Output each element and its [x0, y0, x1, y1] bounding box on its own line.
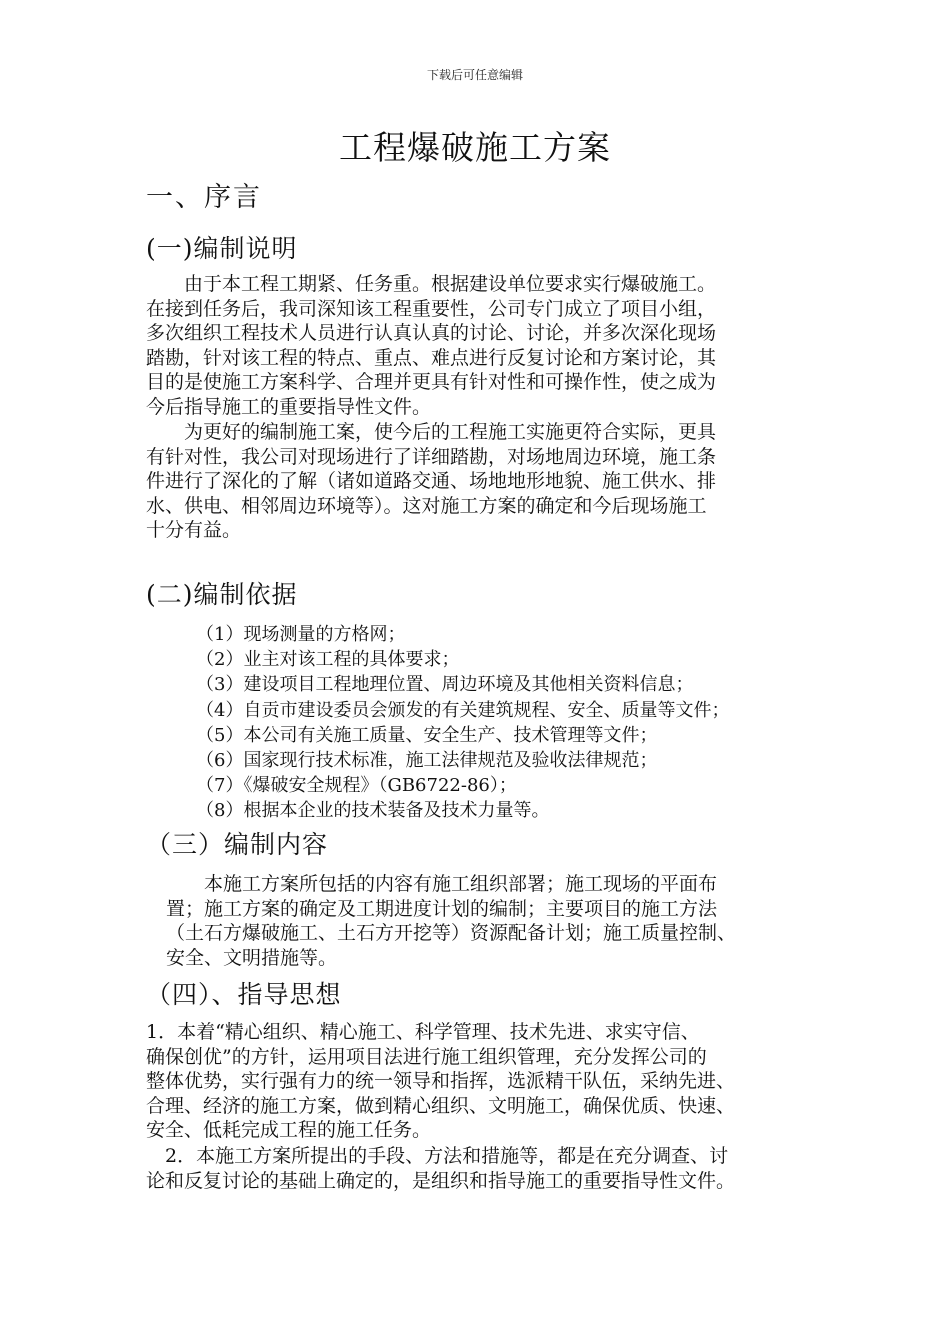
text-line: 多次组织工程技术人员进行认真认真的讨论、讨论，并多次深化现场 [146, 322, 717, 345]
text-line: 目的是使施工方案科学、合理并更具有针对性和可操作性，使之成为 [146, 371, 717, 394]
text-line: 今后指导施工的重要指导性文件。 [146, 395, 432, 418]
text-line: 件进行了深化的了解（诸如道路交通、场地地形地貌、施工供水、排 [146, 470, 717, 493]
section-heading-preface: 一、序言 [146, 182, 262, 213]
text-line: （土石方爆破施工、土石方开挖等）资源配备计划；施工质量控制、 [166, 922, 737, 945]
text-line: 2．本施工方案所提出的手段、方法和措施等，都是在充分调查、讨 [146, 1145, 729, 1167]
subheading-guiding-ideology: （四）、指导思想 [146, 980, 342, 1009]
subheading-compilation-content: （三）编制内容 [146, 830, 329, 859]
list-item: （1）现场测量的方格网； [196, 624, 406, 645]
list-item: （8）根据本企业的技术装备及技术力量等。 [196, 800, 550, 822]
subheading-compilation-basis: (二)编制依据 [146, 580, 298, 609]
text-line: 置；施工方案的确定及工期进度计划的编制；主要项目的施工方法 [166, 897, 718, 920]
list-item: （3）建设项目工程地理位置、周边环境及其他相关资料信息； [196, 674, 694, 696]
text-line: 安全、低耗完成工程的施工任务。 [146, 1119, 432, 1142]
basis-list [196, 622, 729, 824]
text-line: 安全、文明措施等。 [166, 946, 338, 969]
text-line: 确保创优”的方针，运用项目法进行施工组织管理，充分发挥公司的 [146, 1045, 707, 1068]
list-item: （7）《爆破安全规程》（GB6722-86）； [196, 775, 517, 797]
paragraph-notes-2 [146, 420, 716, 543]
text-line: 由于本工程工期紧、任务重。根据建设单位要求实行爆破施工。 [146, 273, 717, 295]
text-line: 为更好的编制施工案，使今后的工程施工实施更符合实际，更具 [146, 421, 717, 443]
list-item: （2）业主对该工程的具体要求； [196, 649, 460, 671]
text-line: 合理、经济的施工方案，做到精心组织、文明施工，确保优质、快速、 [146, 1094, 736, 1117]
paragraph-guiding-2 [146, 1144, 735, 1193]
text-line: 整体优势，实行强有力的统一领导和指挥，选派精干队伍，采纳先进、 [146, 1070, 736, 1093]
text-line: 本施工方案所包括的内容有施工组织部署；施工现场的平面布 [166, 873, 718, 895]
text-line: 十分有益。 [146, 519, 242, 542]
text-line: 论和反复讨论的基础上确定的，是组织和指导施工的重要指导性文件。 [146, 1169, 736, 1192]
text-line: 水、供电、相邻周边环境等）。这对施工方案的确定和今后现场施工 [146, 494, 707, 517]
paragraph-notes-1 [146, 272, 716, 420]
paragraph-guiding-1 [146, 1020, 735, 1143]
text-line: 踏勘，针对该工程的特点、重点、难点进行反复讨论和方案讨论，其 [146, 346, 717, 369]
document-title: 工程爆破施工方案 [339, 128, 611, 167]
text-line: 1．本着“精心组织、精心施工、科学管理、技术先进、求实守信、 [146, 1021, 700, 1043]
list-item: （6）国家现行技术标准，施工法律规范及验收法律规范； [196, 750, 658, 772]
header-note: 下载后可任意编辑 [426, 68, 523, 82]
text-line: 有针对性，我公司对现场进行了详细踏勘，对场地周边环境，施工条 [146, 445, 717, 468]
list-item: （5）本公司有关施工质量、安全生产、技术管理等文件； [196, 724, 658, 746]
text-line: 在接到任务后，我司深知该工程重要性，公司专门成立了项目小组， [146, 297, 717, 320]
subheading-compilation-notes: (一)编制说明 [146, 234, 298, 263]
paragraph-content [166, 872, 736, 970]
list-item: （4）自贡市建设委员会颁发的有关建筑规程、安全、质量等文件； [196, 699, 730, 721]
